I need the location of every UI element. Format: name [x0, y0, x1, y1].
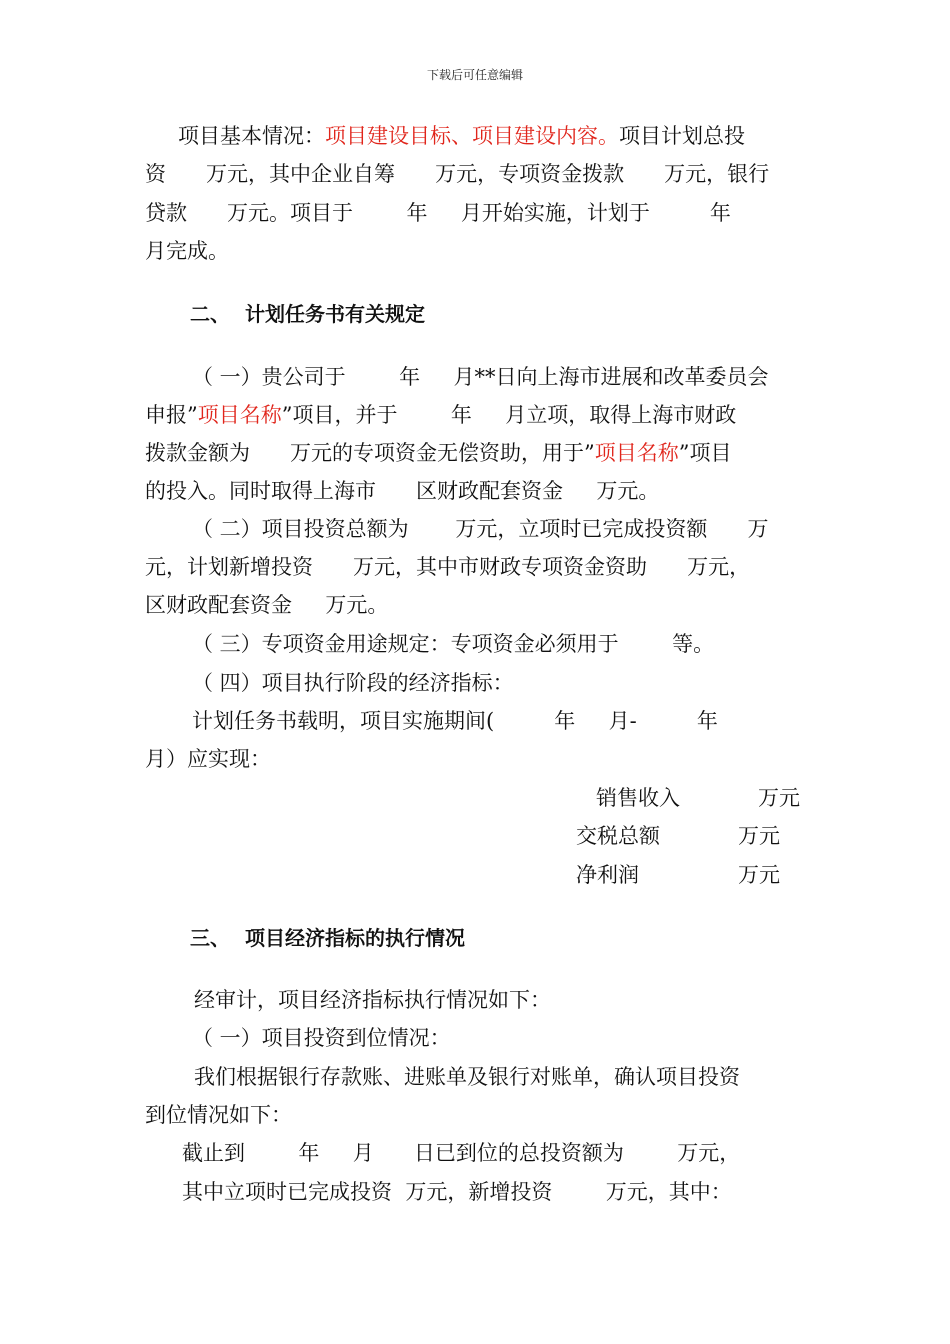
- indicator-label: 交税总额: [576, 824, 660, 848]
- placeholder-project-name: 项目名称: [197, 403, 282, 427]
- placeholder-project-name-2: 项目名称: [594, 441, 679, 465]
- clause-2-line-1: （ 二）项目投资总额为 万元，立项时已完成投资额 万: [192, 517, 769, 541]
- basic-info-label: 项目基本情况：: [178, 124, 325, 148]
- clause-1-line-2: [145, 403, 736, 427]
- audit-intro: 经审计，项目经济指标执行情况如下：: [194, 988, 551, 1012]
- section-3-number: 三、: [190, 926, 230, 950]
- plan-period-line-1: 计划任务书载明，项目实施期间( 年 月- 年: [192, 709, 718, 733]
- indicator-unit: 万元: [738, 863, 780, 887]
- section-2-heading: 计划任务书有关规定: [245, 302, 425, 326]
- clause-4: （ 四）项目执行阶段的经济指标：: [192, 671, 514, 695]
- clause-3: （ 三）专项资金用途规定：专项资金必须用于 等。: [192, 632, 715, 656]
- verification-line-1: 我们根据银行存款账、进账单及银行对账单，确认项目投资: [194, 1065, 740, 1089]
- investment-breakdown-line: 其中立项时已完成投资 万元，新增投资 万元，其中：: [182, 1180, 732, 1204]
- placeholder-construction-goal: 项目建设目标、: [325, 124, 472, 148]
- indicator-label: 净利润: [576, 863, 639, 887]
- clause-2-line-3: 区财政配套资金 万元。: [145, 593, 389, 617]
- basic-info-text: 项目计划总投: [619, 124, 745, 148]
- basic-info-line-3: 贷款 万元。项目于 年 月开始实施，计划于 年: [145, 201, 731, 225]
- section-2-number: 二、: [190, 302, 230, 326]
- investment-subheading: （ 一）项目投资到位情况：: [192, 1026, 451, 1050]
- clause-1-text-a: 申报”: [145, 403, 198, 427]
- basic-info-line-2: 资 万元，其中企业自筹 万元，专项资金拨款 万元，银行: [145, 162, 770, 186]
- plan-period-line-2: 月）应实现：: [145, 747, 271, 771]
- indicator-unit: 万元: [758, 786, 800, 810]
- indicator-label: 销售收入: [596, 786, 680, 810]
- page-header: 下载后可任意编辑: [426, 68, 523, 82]
- clause-1-text-b: ”项目，并于 年 月立项，取得上海市财政: [281, 403, 737, 427]
- clause-1-line-4: 的投入。同时取得上海市 区财政配套资金 万元。: [145, 479, 660, 503]
- clause-1-text-c: 拨款金额为 万元的专项资金无偿资助，用于”: [145, 441, 595, 465]
- basic-info-line-1: [178, 124, 745, 148]
- placeholder-construction-content: 项目建设内容。: [472, 124, 619, 148]
- section-3-heading: 项目经济指标的执行情况: [245, 926, 465, 950]
- clause-1-line-1: （ 一）贵公司于 年 月**日向上海市进展和改革委员会: [192, 365, 769, 389]
- clause-1-line-3: [145, 441, 732, 465]
- basic-info-line-4: 月完成。: [145, 239, 229, 263]
- indicator-unit: 万元: [738, 824, 780, 848]
- verification-line-2: 到位情况如下：: [145, 1103, 292, 1127]
- clause-1-text-d: ”项目: [678, 441, 732, 465]
- total-investment-line: 截止到 年 月 日已到位的总投资额为 万元，: [182, 1141, 741, 1165]
- clause-2-line-2: 元，计划新增投资 万元，其中市财政专项资金资助 万元，: [145, 555, 751, 579]
